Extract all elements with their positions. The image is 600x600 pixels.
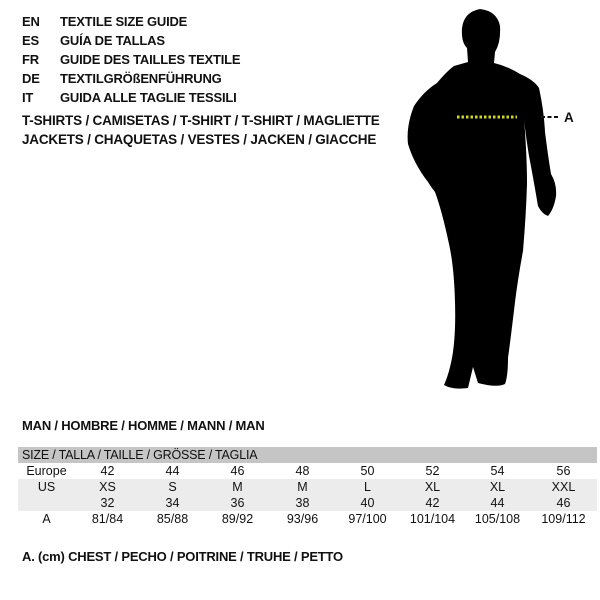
size-cell: 56 <box>556 464 571 478</box>
size-cell: 48 <box>295 464 310 478</box>
language-list <box>22 12 240 107</box>
language-label: TEXTILE SIZE GUIDE <box>60 14 188 29</box>
measurement-footnote: A. (cm) CHEST / PECHO / POITRINE / TRUHE / PETTO <box>22 549 343 564</box>
language-label: GUIDA ALLE TAGLIE TESSILI <box>60 90 237 105</box>
size-cell: 40 <box>360 496 375 510</box>
size-cell: 44 <box>490 496 505 510</box>
size-cell: 36 <box>230 496 245 510</box>
measure-label: A <box>564 110 574 125</box>
size-cell: 81/84 <box>91 512 124 526</box>
size-cell: XL <box>424 480 441 494</box>
table-row-us <box>18 479 597 495</box>
size-cell: L <box>364 480 371 494</box>
size-cell: 46 <box>230 464 245 478</box>
language-row-es <box>22 31 240 50</box>
size-cell: 89/92 <box>221 512 254 526</box>
section-title: MAN / HOMBRE / HOMME / MANN / MAN <box>22 418 265 433</box>
man-silhouette <box>402 6 580 398</box>
size-cell: 97/100 <box>348 512 387 526</box>
table-row-europe <box>18 463 597 479</box>
row-label: Europe <box>26 464 67 478</box>
size-cell: XXL <box>551 480 576 494</box>
language-code: DE <box>22 71 40 86</box>
size-cell: 93/96 <box>286 512 319 526</box>
size-cell: 105/108 <box>474 512 521 526</box>
size-cell: 85/88 <box>156 512 189 526</box>
language-label: TEXTILGRÖßENFÜHRUNG <box>60 71 222 86</box>
size-cell: 50 <box>360 464 375 478</box>
language-row-en <box>22 12 240 31</box>
language-label: GUÍA DE TALLAS <box>60 33 165 48</box>
size-cell: 54 <box>490 464 505 478</box>
language-code: ES <box>22 33 39 48</box>
size-cell: 109/112 <box>541 512 586 526</box>
man-silhouette-path <box>408 9 557 389</box>
size-table-header: SIZE / TALLA / TAILLE / GRÖSSE / TAGLIA <box>18 447 597 463</box>
size-cell: S <box>168 480 177 494</box>
size-cell: M <box>232 480 243 494</box>
category-line-tshirts: T-SHIRTS / CAMISETAS / T-SHIRT / T-SHIRT / MAGLIETTE <box>22 113 380 128</box>
size-cell: 42 <box>425 496 440 510</box>
language-code: IT <box>22 90 34 105</box>
size-cell: 52 <box>425 464 440 478</box>
size-cell: 46 <box>556 496 571 510</box>
category-line-jackets: JACKETS / CHAQUETAS / VESTES / JACKEN / GIACCHE <box>22 132 377 147</box>
size-cell: XS <box>99 480 116 494</box>
size-cell: 101/104 <box>409 512 456 526</box>
category-lines <box>22 111 380 149</box>
row-label: US <box>37 480 56 494</box>
size-cell: 34 <box>165 496 180 510</box>
row-label: A <box>42 512 51 526</box>
language-row-de <box>22 69 240 88</box>
size-cell: XL <box>489 480 506 494</box>
size-cell: M <box>297 480 308 494</box>
row-label <box>18 495 75 511</box>
size-cell: 44 <box>165 464 180 478</box>
size-cell: 38 <box>295 496 310 510</box>
language-code: EN <box>22 14 40 29</box>
size-cell: 42 <box>100 464 115 478</box>
table-row-us-numeric <box>18 495 597 511</box>
size-table-grid <box>18 463 597 527</box>
language-row-it <box>22 88 240 107</box>
language-label: GUIDE DES TAILLES TEXTILE <box>60 52 241 67</box>
size-cell: 32 <box>100 496 115 510</box>
language-row-fr <box>22 50 240 69</box>
table-row-chest <box>18 511 597 527</box>
language-code: FR <box>22 52 39 67</box>
size-table <box>18 447 597 527</box>
